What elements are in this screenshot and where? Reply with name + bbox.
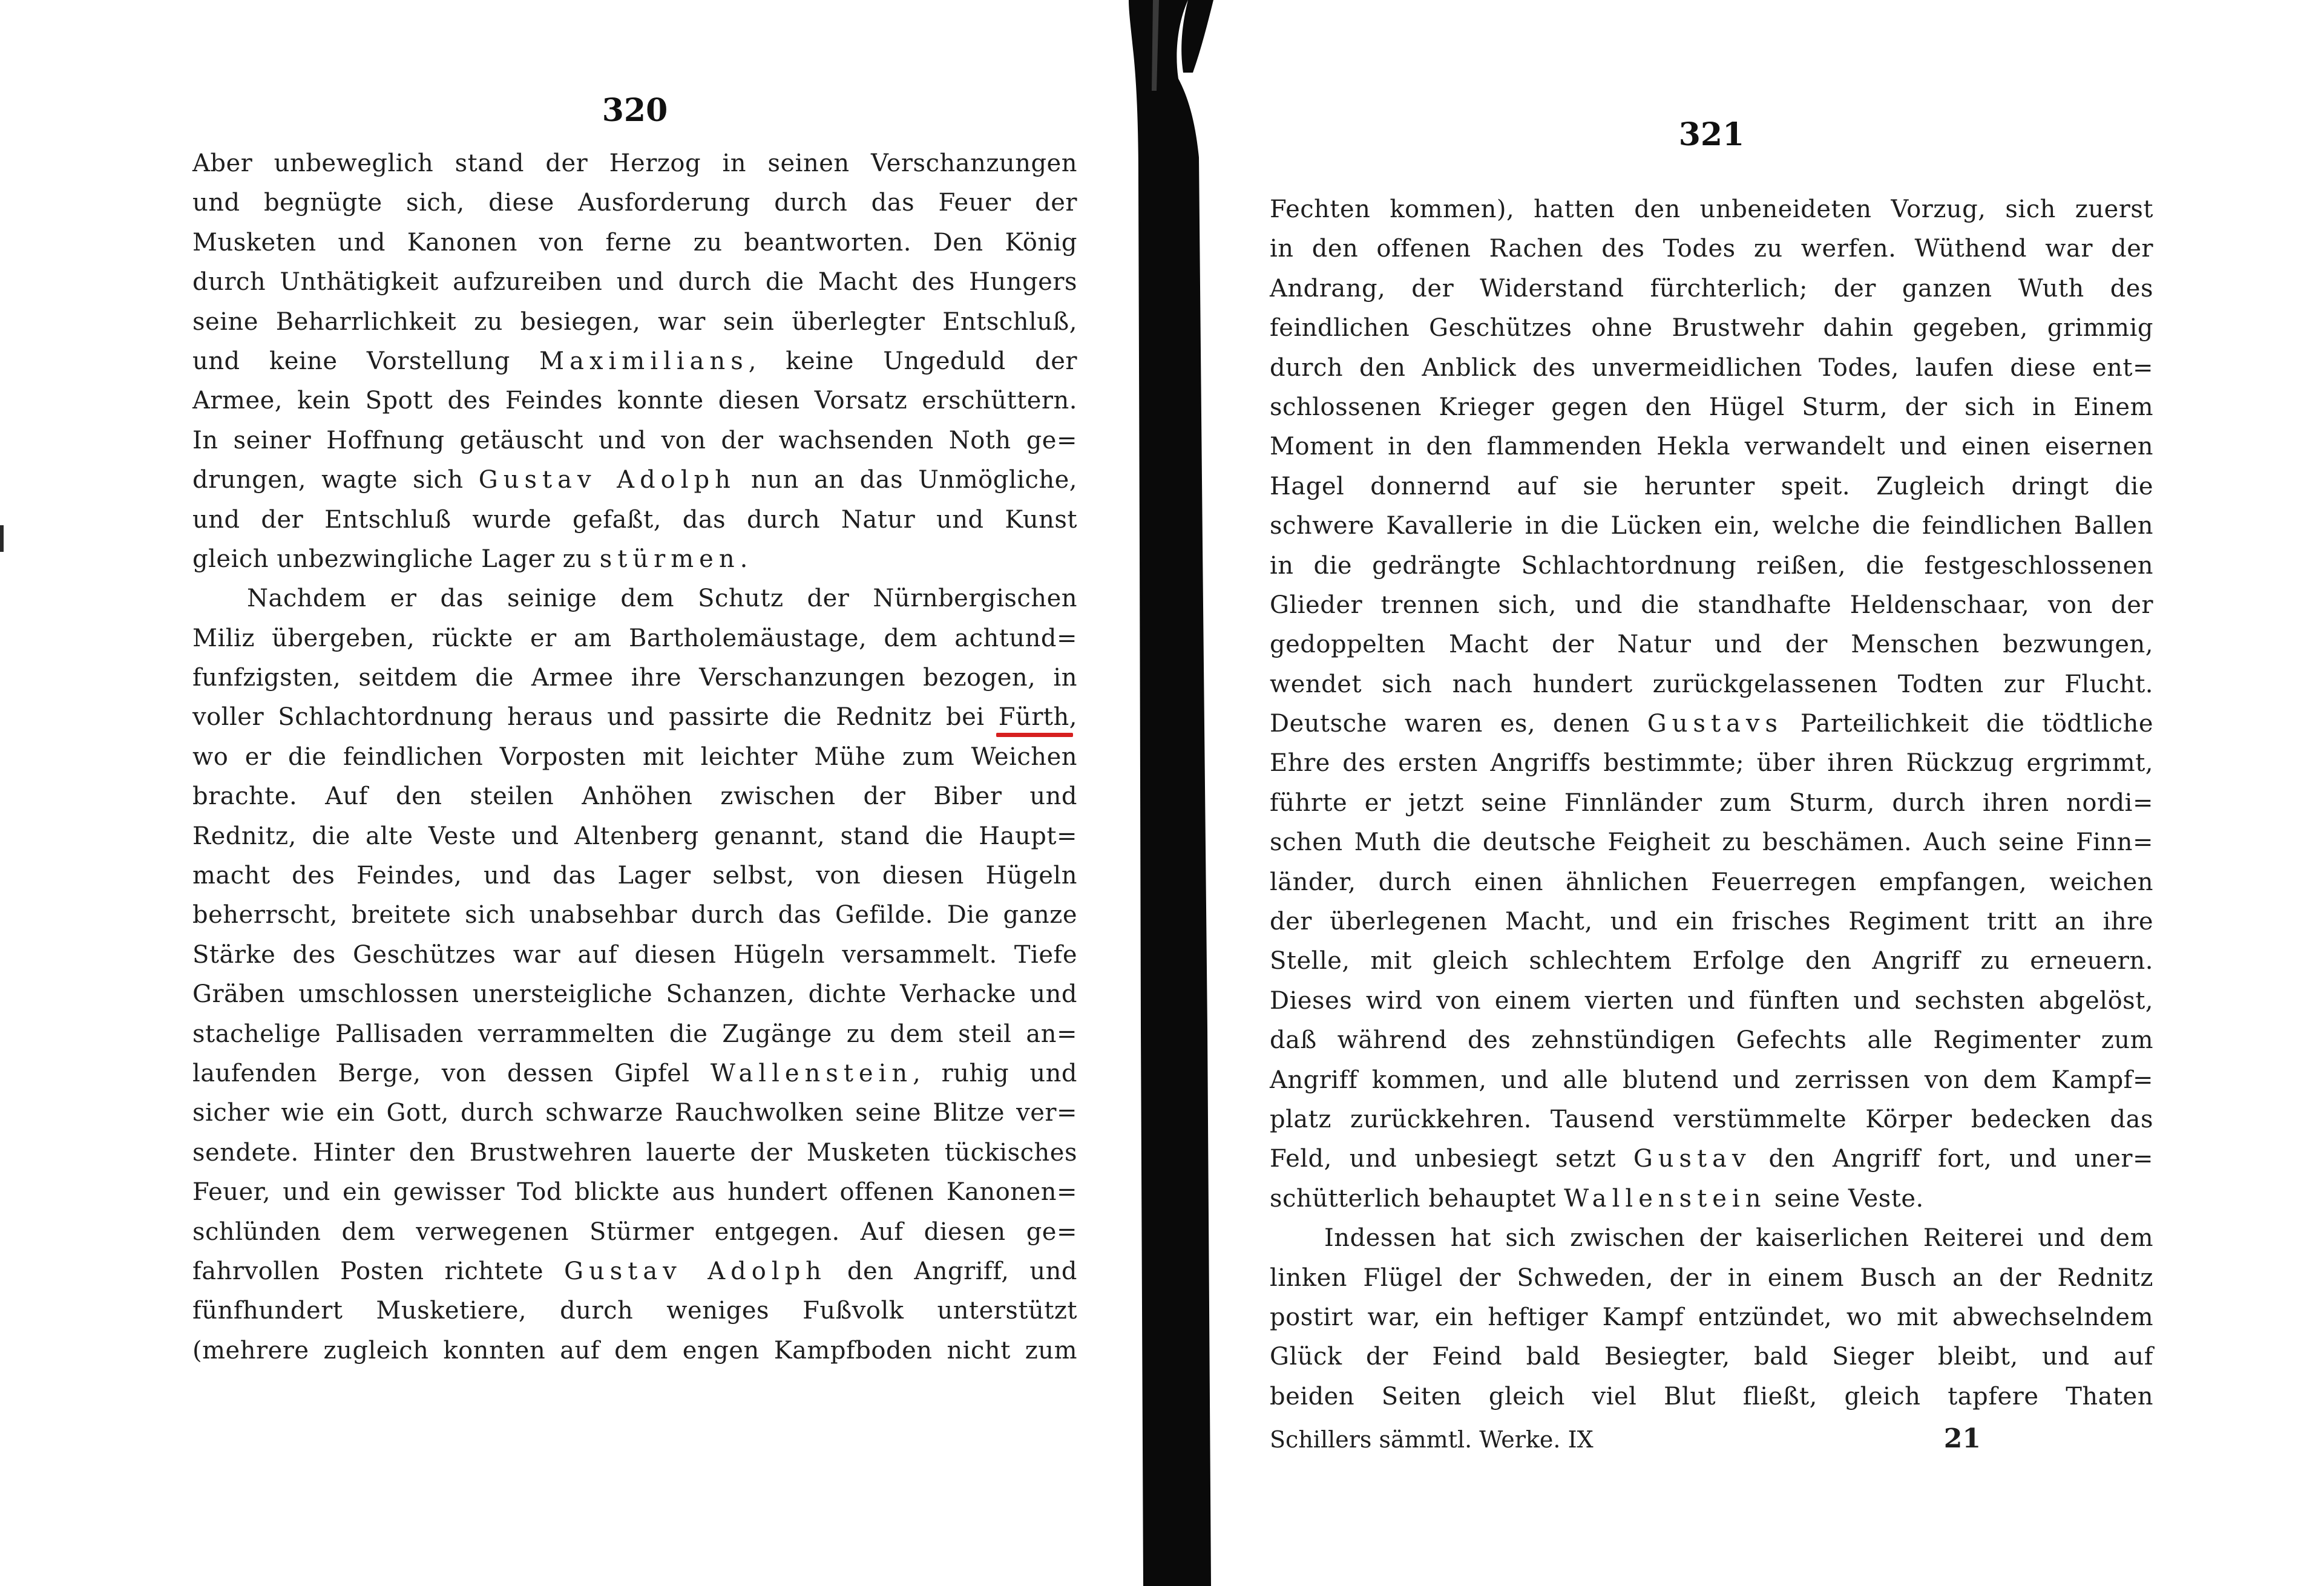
text-segment: ,: [1069, 703, 1077, 732]
text-line: [1270, 863, 2153, 902]
text-segment: Rednitz, die alte Veste und Altenberg genannt, stand die Haupt=: [192, 822, 1077, 850]
text-line: [1270, 1139, 2153, 1179]
text-segment: den Angriff, und: [826, 1257, 1077, 1285]
text-segment: stachelige Pallisaden verrammelten die Zugänge zu dem steil an=: [192, 1020, 1077, 1048]
text-line: [192, 777, 1077, 816]
text-line: [192, 342, 1077, 381]
text-line: [192, 975, 1077, 1014]
text-line: [192, 579, 1077, 618]
text-line: [192, 698, 1077, 737]
text-segment: wendet sich nach hundert zurückgelassenen Todten zur Flucht.: [1270, 670, 2153, 698]
page-body-text: [1270, 190, 2153, 1417]
text-segment: brachte. Auf den steilen Anhöhen zwischen der Biber und: [192, 782, 1077, 811]
book-gutter: [1117, 0, 1232, 1586]
text-line: [1270, 1100, 2153, 1139]
text-segment: wo er die feindlichen Vorposten mit leichter Mühe zum Weichen: [192, 742, 1077, 771]
text-segment: Aber unbeweglich stand der Herzog in seinen Verschanzungen: [192, 149, 1077, 177]
text-line: [1270, 902, 2153, 942]
text-segment: Gräben umschlossen unersteigliche Schanzen, dichte Verhacke und: [192, 980, 1077, 1009]
text-segment: schlossenen Krieger gegen den Hügel Sturm, der sich in Einem: [1270, 393, 2153, 421]
text-segment: in die gedrängte Schlachtordnung reißen, die festgeschlossenen: [1270, 551, 2153, 580]
text-segment: schwere Kavallerie in die Lücken ein, welche die feindlichen Ballen: [1270, 512, 2153, 540]
text-line: [1270, 190, 2153, 229]
text-segment: platz zurückkehren. Tausend verstümmelte Körper bedecken das: [1270, 1105, 2153, 1133]
emphasized-name: Wallenstein: [710, 1059, 913, 1087]
text-segment: fünfhundert Musketiere, durch weniges Fußvolk unterstützt: [192, 1297, 1077, 1325]
text-line: [1270, 349, 2153, 388]
emphasized-name: Maximilians: [539, 347, 749, 375]
text-segment: beiden Seiten gleich viel Blut fließt, gleich tapfere Thaten: [1270, 1382, 2153, 1411]
scan-edge-mark: [0, 525, 4, 552]
text-line: [192, 936, 1077, 975]
text-segment: postirt war, ein heftiger Kampf entzündet, wo mit abwechselndem: [1270, 1303, 2153, 1331]
text-line: [192, 1093, 1077, 1133]
text-segment: Moment in den flammenden Hekla verwandelt und einen eisernen: [1270, 433, 2153, 461]
text-line: [1270, 1021, 2153, 1060]
text-segment: Miliz übergeben, rückte er am Bartholemäustage, dem achtund=: [192, 624, 1077, 652]
text-line: [192, 500, 1077, 540]
text-segment: Indessen hat sich zwischen der kaiserlichen Reiterei und dem: [1324, 1224, 2153, 1253]
text-segment: schlünden dem verwegenen Stürmer entgegen. Auf diesen ge=: [192, 1217, 1077, 1246]
emphasized-name: Gustav Adolph: [564, 1257, 827, 1285]
text-segment: den Angriff fort, und uner=: [1751, 1145, 2154, 1173]
emphasized-name: Wallenstein: [1564, 1184, 1767, 1213]
left-page: [192, 90, 1077, 1371]
text-line: [192, 381, 1077, 421]
text-segment: Feuer, und ein gewisser Tod blickte aus hundert offenen Kanonen=: [192, 1178, 1077, 1207]
signature-mark: Schillers sämmtl. Werke. IX: [1270, 1426, 1594, 1453]
text-line: [192, 1291, 1077, 1331]
text-line: [192, 540, 1077, 579]
text-segment: Musketen und Kanonen von ferne zu beantworten. Den König: [192, 228, 1077, 257]
text-line: [1270, 744, 2153, 783]
emphasized-name: Gustavs: [1647, 710, 1784, 738]
text-segment: laufenden Berge, von dessen Gipfel: [192, 1059, 711, 1087]
emphasized-name: stürmen: [599, 545, 740, 573]
text-segment: schütterlich behauptet: [1270, 1184, 1564, 1213]
text-segment: und der Entschluß wurde gefaßt, das durch Natur und Kunst: [192, 505, 1077, 534]
text-segment: voller Schlachtordnung heraus und passirte die Rednitz bei: [192, 703, 999, 732]
text-segment: in den offenen Rachen des Todes zu werfen. Wüthend war der: [1270, 235, 2153, 263]
text-line: [1270, 506, 2153, 546]
page-number: 321: [1678, 116, 1745, 153]
text-line: [1270, 388, 2153, 427]
text-line: [1270, 784, 2153, 823]
text-segment: Glück der Feind bald Besiegter, bald Sieger bleibt, und auf: [1270, 1343, 2153, 1371]
text-segment: daß während des zehnstündigen Gefechts alle Regimenter zum: [1270, 1026, 2153, 1055]
text-line: [1270, 1219, 2153, 1258]
text-line: [1270, 229, 2153, 269]
text-segment: In seiner Hoffnung getäuscht und von der wachsenden Noth ge=: [192, 426, 1077, 454]
gutter-shadow-graphic: [1117, 0, 1232, 1586]
text-line: [1270, 704, 2153, 744]
text-line: [192, 856, 1077, 896]
text-line: [1270, 1377, 2153, 1417]
text-line: [1270, 1061, 2153, 1100]
text-line: [1270, 942, 2153, 981]
text-line: [1270, 981, 2153, 1021]
text-line: [192, 619, 1077, 658]
text-segment: sicher wie ein Gott, durch schwarze Rauchwolken seine Blitze ver=: [192, 1099, 1077, 1127]
text-segment: länder, durch einen ähnlichen Feuerregen empfangen, weichen: [1270, 868, 2153, 896]
text-line: [1270, 269, 2153, 309]
emphasized-name: Gustav: [1633, 1145, 1751, 1173]
text-segment: Fechten kommen), hatten den unbeneideten Vorzug, sich zuerst: [1270, 195, 2153, 223]
text-segment: Armee, kein Spott des Feindes konnte diesen Vorsatz erschüttern.: [192, 387, 1077, 415]
text-segment: macht des Feindes, und das Lager selbst, von diesen Hügeln: [192, 862, 1077, 890]
text-line: [192, 738, 1077, 777]
text-segment: beherrscht, breitete sich unabsehbar durch das Gefilde. Die ganze: [192, 901, 1077, 929]
text-segment: der überlegenen Macht, und ein frisches Regiment tritt an ihre: [1270, 908, 2153, 936]
text-segment: führte er jetzt seine Finnländer zum Sturm, durch ihren nordi=: [1270, 788, 2153, 817]
text-line: [1270, 823, 2153, 862]
text-segment: drungen, wagte sich: [192, 466, 479, 494]
emphasized-name: Gustav Adolph: [478, 466, 736, 494]
text-segment: Stelle, mit gleich schlechtem Erfolge den Angriff zu erneuern.: [1270, 947, 2153, 975]
text-segment: Stärke des Geschützes war auf diesen Hügeln versammelt. Tiefe: [192, 940, 1077, 969]
text-segment: (mehrere zugleich konnten auf dem engen Kampfboden nicht zum: [192, 1336, 1077, 1365]
text-line: [192, 263, 1077, 302]
text-line: [1270, 1259, 2153, 1298]
text-line: [1270, 1298, 2153, 1337]
text-segment: feindlichen Geschützes ohne Brustwehr dahin gegeben, grimmig: [1270, 314, 2153, 342]
text-segment: nun an das Unmögliche,: [735, 466, 1077, 494]
text-line: [1270, 1179, 2153, 1219]
text-line: [192, 817, 1077, 856]
text-segment: Glieder trennen sich, und die standhafte Heldenschaar, von der: [1270, 591, 2153, 619]
text-line: [192, 658, 1077, 698]
text-segment: Angriff kommen, und alle blutend und zerrissen von dem Kampf=: [1270, 1066, 2153, 1094]
text-segment: , ruhig und: [913, 1059, 1077, 1087]
text-line: [192, 460, 1077, 500]
text-line: [192, 1252, 1077, 1291]
page-footer: [1270, 1419, 2153, 1458]
text-segment: gedoppelten Macht der Natur und der Menschen bezwungen,: [1270, 631, 2153, 659]
text-segment: Andrang, der Widerstand fürchterlich; der ganzen Wuth des: [1270, 274, 2153, 303]
text-segment: funfzigsten, seitdem die Armee ihre Verschanzungen bezogen, in: [192, 664, 1077, 692]
text-segment: Ehre des ersten Angriffs bestimmte; über ihren Rückzug ergrimmt,: [1270, 749, 2153, 778]
text-segment: durch Unthätigkeit aufzureiben und durch die Macht des Hungers: [192, 268, 1077, 297]
text-segment: sendete. Hinter den Brustwehren lauerte der Musketen tückisches: [192, 1138, 1077, 1167]
text-line: [1270, 467, 2153, 506]
text-line: [192, 183, 1077, 223]
text-segment: , keine Ungeduld der: [748, 347, 1077, 375]
text-segment: durch den Anblick des unvermeidlichen Todes, laufen diese ent=: [1270, 353, 2153, 382]
text-line: [1270, 625, 2153, 664]
text-line: [1270, 586, 2153, 625]
text-line: [192, 1015, 1077, 1054]
page-body-text: [192, 144, 1077, 1371]
right-page: [1270, 114, 2153, 1458]
text-line: [192, 896, 1077, 935]
text-segment: Feld, und unbesiegt setzt: [1270, 1145, 1633, 1173]
text-segment: fahrvollen Posten richtete: [192, 1257, 565, 1285]
text-line: [192, 1133, 1077, 1173]
text-segment: und keine Vorstellung: [192, 347, 540, 375]
text-line: [1270, 427, 2153, 467]
text-segment: seine Veste.: [1766, 1184, 1924, 1213]
text-segment: Deutsche waren es, denen: [1270, 710, 1647, 738]
text-segment: linken Flügel der Schweden, der in einem Busch an der Rednitz: [1270, 1263, 2153, 1292]
text-line: [192, 144, 1077, 183]
text-segment: und begnügte sich, diese Ausforderung durch das Feuer der: [192, 189, 1077, 217]
text-segment: schen Muth die deutsche Feigheit zu beschämen. Auch seine Finn=: [1270, 828, 2153, 857]
text-line: [192, 1054, 1077, 1093]
text-line: [1270, 665, 2153, 704]
text-line: [192, 303, 1077, 342]
underlined-word: Fürth: [998, 703, 1069, 732]
text-line: [192, 223, 1077, 263]
text-line: [192, 1331, 1077, 1371]
text-line: [192, 421, 1077, 460]
sheet-number: 21: [1943, 1423, 1981, 1455]
text-line: [192, 1173, 1077, 1212]
text-segment: seine Beharrlichkeit zu besiegen, war sein überlegter Entschluß,: [192, 307, 1077, 336]
text-line: [1270, 1337, 2153, 1377]
text-line: [1270, 546, 2153, 586]
text-segment: Nachdem er das seinige dem Schutz der Nürnbergischen: [247, 585, 1077, 613]
text-segment: Hagel donnernd auf sie herunter speit. Zugleich dringt die: [1270, 472, 2153, 500]
text-line: [192, 1213, 1077, 1252]
text-segment: gleich unbezwingliche Lager zu: [192, 545, 600, 573]
text-segment: Dieses wird von einem vierten und fünften und sechsten abgelöst,: [1270, 986, 2153, 1015]
text-segment: .: [740, 545, 748, 573]
text-line: [1270, 309, 2153, 348]
page-number: 320: [602, 92, 668, 129]
text-segment: Parteilichkeit die tödtliche: [1783, 710, 2154, 738]
